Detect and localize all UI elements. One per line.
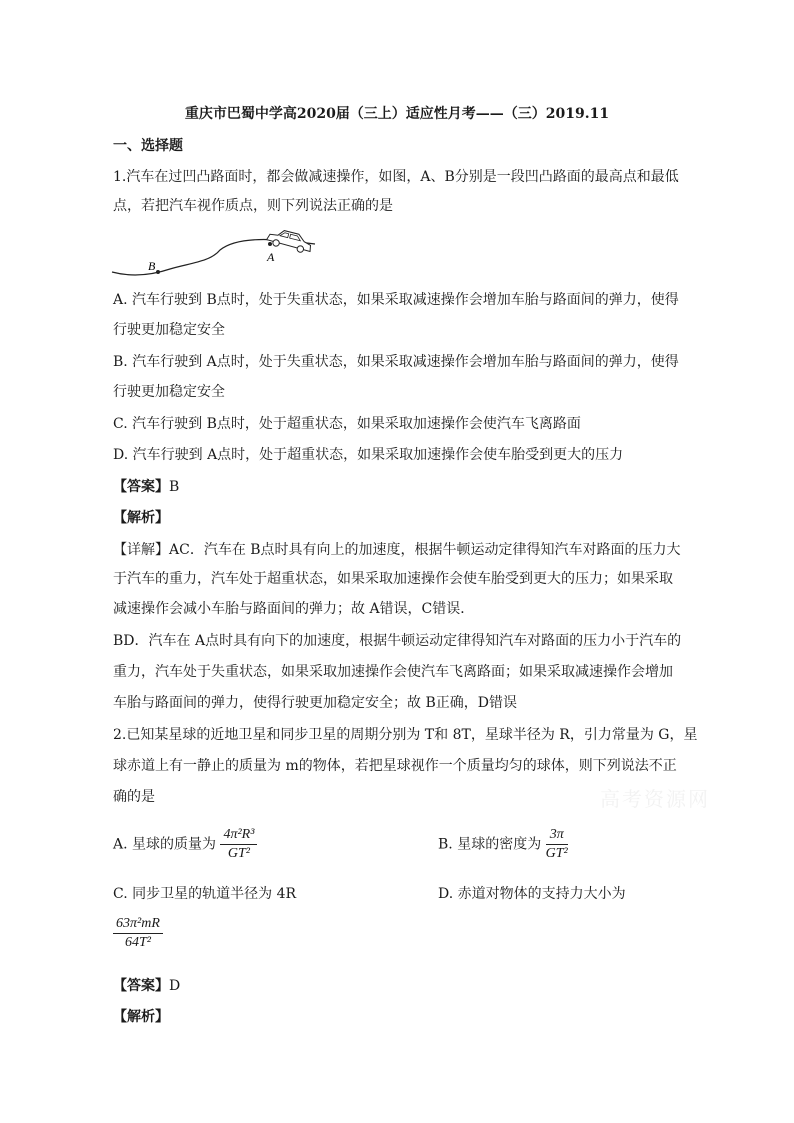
q2-option-b-fraction — [546, 826, 568, 863]
q2-stem-line1: 2.已知某星球的近地卫星和同步卫星的周期分别为 T和 8T，星球半径为 R，引力常量为 G，星 — [113, 727, 698, 743]
section-heading: 一、选择题 — [113, 138, 183, 154]
q2-answer-value: D — [169, 978, 181, 994]
q2-option-b-numerator: 3π — [546, 826, 568, 845]
q1-option-c: C. 汽车行驶到 B点时，处于超重状态，如果采取加速操作会使汽车飞离路面 — [113, 416, 581, 432]
point-b-dot — [156, 270, 160, 274]
q1-stem-line2: 点，若把汽车视作质点，则下列说法正确的是 — [113, 198, 393, 214]
q2-answer — [113, 976, 180, 996]
q1-option-a-line1: A. 汽车行驶到 B点时，处于失重状态，如果采取减速操作会增加车胎与路面间的弹力，使得 — [113, 292, 679, 308]
q2-option-a-label: A. 星球的质量为 — [113, 836, 217, 853]
q2-option-a — [113, 826, 257, 863]
q1-answer-label: 【答案】 — [113, 479, 169, 495]
q1-detail-line3: 减速操作会减小车胎与路面间的弹力；故 A错误，C错误． — [113, 601, 475, 617]
point-a-label: A — [267, 250, 275, 264]
point-a-dot — [268, 242, 272, 246]
q1-analysis-label: 【解析】 — [113, 510, 169, 526]
q2-option-b-denominator: GT² — [545, 846, 568, 861]
q1-answer-value: B — [169, 479, 180, 495]
q2-option-a-denominator: GT² — [227, 846, 250, 861]
watermark: 高考资源网 — [600, 787, 710, 811]
q2-option-d-value — [113, 915, 163, 952]
q1-detail-line2: 于汽车的重力，汽车处于超重状态，如果采取加速操作会使车胎受到更大的压力；如果采取 — [113, 571, 673, 587]
q2-option-a-numerator: 4π²R³ — [220, 826, 257, 845]
q1-stem-line1: 1.汽车在过凹凸路面时，都会做减速操作，如图，A、B分别是一段凹凸路面的最高点和最低 — [113, 169, 679, 185]
q2-option-a-fraction — [220, 826, 257, 863]
q2-option-d-fraction — [113, 915, 163, 952]
q1-option-a-line2: 行驶更加稳定安全 — [113, 322, 225, 338]
q2-option-b — [438, 826, 568, 863]
q2-stem-line2: 球赤道上有一静止的质量为 m的物体，若把星球视作一个质量均匀的球体，则下列说法不正 — [113, 758, 677, 774]
q1-detail-line6: 车胎与路面间的弹力，使得行驶更加稳定安全；故 B正确，D错误 — [113, 695, 517, 711]
q2-option-d-numerator: 63π²mR — [113, 915, 163, 934]
q2-option-c: C. 同步卫星的轨道半径为 4R — [113, 886, 297, 902]
q2-answer-label: 【答案】 — [113, 978, 169, 994]
q2-option-d: D. 赤道对物体的支持力大小为 — [438, 886, 626, 902]
point-b-label: B — [148, 259, 156, 273]
q2-option-d-denominator: 64T² — [124, 935, 151, 950]
q1-option-b-line2: 行驶更加稳定安全 — [113, 384, 225, 400]
road-figure — [110, 222, 340, 282]
q1-detail-line1: 【详解】AC．汽车在 B点时具有向上的加速度，根据牛顿运动定律得知汽车对路面的压力大 — [113, 542, 681, 558]
q2-option-b-label: B. 星球的密度为 — [438, 836, 542, 853]
q1-answer — [113, 477, 179, 497]
q1-option-d: D. 汽车行驶到 A点时，处于超重状态，如果采取加速操作会使车胎受到更大的压力 — [113, 447, 624, 463]
q1-detail-line4: BD．汽车在 A点时具有向下的加速度，根据牛顿运动定律得知汽车对路面的压力小于汽车的 — [113, 633, 682, 649]
q2-analysis-label: 【解析】 — [113, 1009, 169, 1025]
q1-option-b-line1: B. 汽车行驶到 A点时，处于失重状态，如果采取减速操作会增加车胎与路面间的弹力，使得 — [113, 354, 679, 370]
document-title: 重庆市巴蜀中学高2020届（三上）适应性月考——（三）2019.11 — [184, 106, 610, 122]
q1-detail-line5: 重力，汽车处于失重状态，如果采取加速操作会使汽车飞离路面；如果采取减速操作会增加 — [113, 664, 673, 680]
q2-stem-line3: 确的是 — [113, 789, 155, 805]
